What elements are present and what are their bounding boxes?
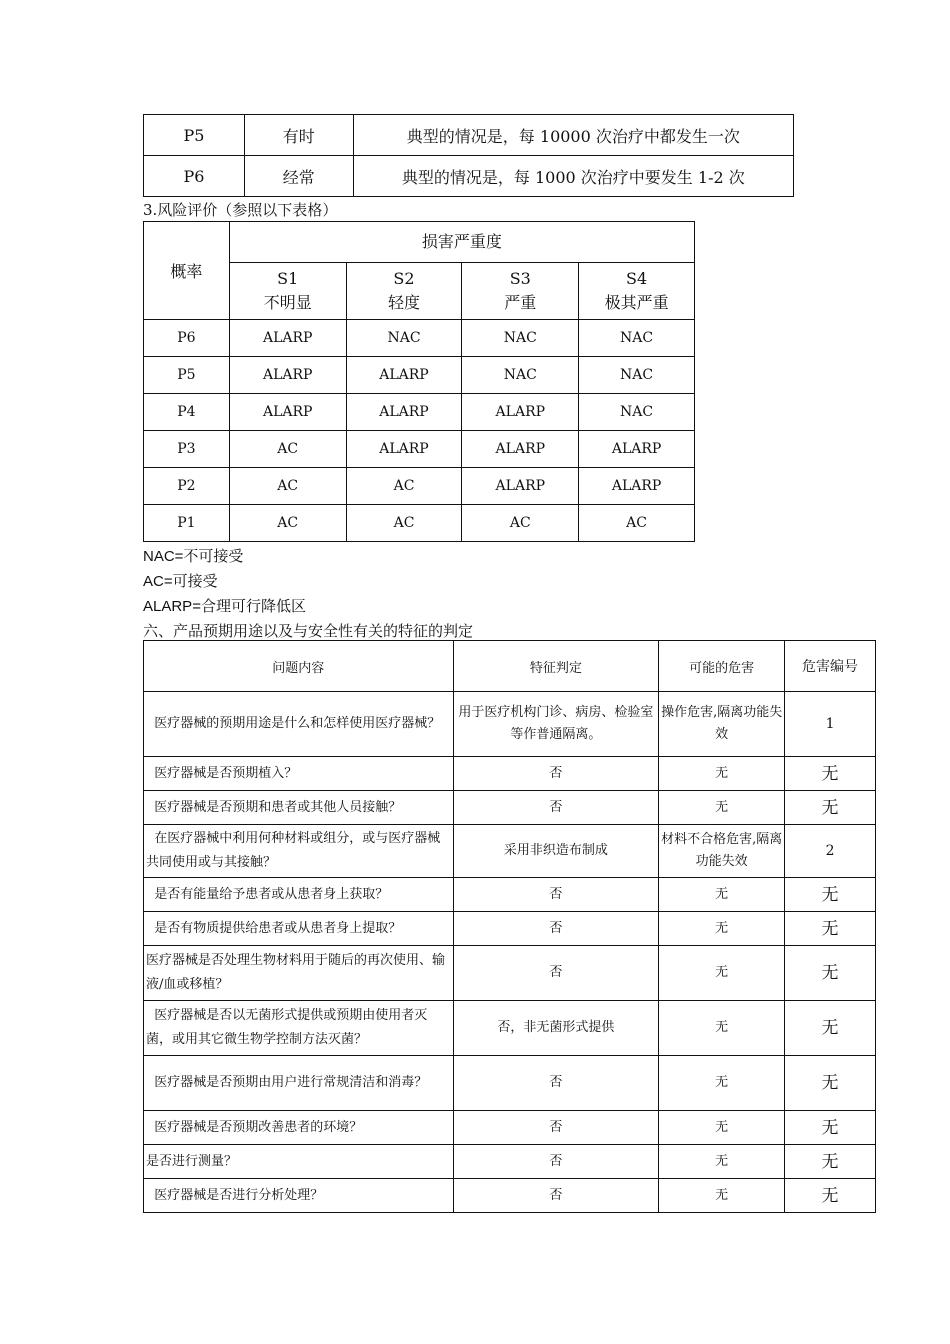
severity-level-cell <box>579 263 695 320</box>
table-row <box>144 825 876 878</box>
question-cell <box>144 791 454 825</box>
severity-header: 损害严重度 <box>229 222 694 263</box>
hazard-cell: 无 <box>659 1056 785 1111</box>
table-row <box>144 1001 876 1056</box>
hazard-number-cell: 无 <box>785 1056 876 1111</box>
hazard-cell: 操作危害,隔离功能失效 <box>659 692 785 757</box>
probability-cell: P5 <box>144 357 230 394</box>
hazard-cell: 无 <box>659 1111 785 1145</box>
question-text: 医疗器械是否进行分析处理？ <box>154 1187 324 1203</box>
table-row <box>144 115 794 156</box>
characteristics-table <box>143 640 876 1213</box>
risk-cell: ALARP <box>229 394 346 431</box>
hazard-number-cell: 无 <box>785 791 876 825</box>
table-row <box>144 791 876 825</box>
question-cell <box>144 1001 454 1056</box>
risk-cell: NAC <box>579 320 695 357</box>
prob-term: 经常 <box>244 156 353 197</box>
prob-level: P6 <box>144 156 245 197</box>
question-text: 医疗器械是否预期改善患者的环境？ <box>154 1119 363 1135</box>
risk-cell: ALARP <box>346 394 462 431</box>
question-cell <box>144 825 454 878</box>
table-row <box>144 156 794 197</box>
risk-cell: NAC <box>579 357 695 394</box>
question-text: 在医疗器械中利用何种材料或组分，或与医疗器械共同使用或与其接触？ <box>146 831 441 870</box>
table-row <box>144 431 695 468</box>
hazard-number-cell: 无 <box>785 757 876 791</box>
hazard-cell: 无 <box>659 1179 785 1213</box>
table-header-row <box>144 641 876 692</box>
question-text: 是否进行测量？ <box>146 1153 238 1169</box>
hazard-cell: 无 <box>659 1145 785 1179</box>
probability-level-table <box>143 114 794 197</box>
characteristic-cell: 否 <box>453 912 659 946</box>
question-cell <box>144 1179 454 1213</box>
risk-cell: ALARP <box>462 468 579 505</box>
hazard-number-cell: 无 <box>785 1111 876 1145</box>
question-cell <box>144 692 454 757</box>
severity-name: 严重 <box>504 293 537 312</box>
hazard-number-cell: 无 <box>785 1001 876 1056</box>
legend-nac: NAC=不可接受 <box>143 548 244 565</box>
risk-cell: AC <box>229 505 346 542</box>
severity-name: 轻度 <box>387 293 420 312</box>
question-text: 医疗器械是否处理生物材料用于随后的再次使用、输液/血或移植？ <box>146 953 446 992</box>
characteristic-cell: 否 <box>453 1145 659 1179</box>
risk-eval-heading: 3.风险评价（参照以下表格） <box>143 201 338 219</box>
risk-cell: ALARP <box>229 357 346 394</box>
question-cell <box>144 1145 454 1179</box>
question-cell <box>144 757 454 791</box>
hazard-cell: 无 <box>659 946 785 1001</box>
severity-code: S4 <box>626 269 648 288</box>
hazard-cell: 无 <box>659 757 785 791</box>
probability-cell: P6 <box>144 320 230 357</box>
characteristic-cell: 否 <box>453 757 659 791</box>
severity-name: 不明显 <box>263 293 312 312</box>
characteristic-cell: 否 <box>453 1056 659 1111</box>
header-hazard-number: 危害编号 <box>785 641 876 692</box>
risk-cell: ALARP <box>346 357 462 394</box>
table-row <box>144 878 876 912</box>
probability-cell: P2 <box>144 468 230 505</box>
characteristic-cell: 否，非无菌形式提供 <box>453 1001 659 1056</box>
table-row <box>144 1145 876 1179</box>
risk-cell: AC <box>229 431 346 468</box>
risk-cell: ALARP <box>579 431 695 468</box>
hazard-number-cell: 2 <box>785 825 876 878</box>
risk-matrix-table <box>143 221 695 542</box>
hazard-number-cell: 无 <box>785 1145 876 1179</box>
question-cell <box>144 1111 454 1145</box>
severity-code: S2 <box>393 269 415 288</box>
table-row <box>144 1111 876 1145</box>
severity-code: S1 <box>277 269 299 288</box>
question-cell <box>144 912 454 946</box>
hazard-number-cell: 1 <box>785 692 876 757</box>
table-row <box>144 468 695 505</box>
hazard-cell: 无 <box>659 791 785 825</box>
risk-cell: NAC <box>579 394 695 431</box>
question-text: 医疗器械是否预期植入？ <box>154 765 298 781</box>
prob-term: 有时 <box>244 115 353 156</box>
risk-cell: ALARP <box>462 431 579 468</box>
header-characteristic: 特征判定 <box>453 641 659 692</box>
table-row <box>144 1056 876 1111</box>
characteristic-cell: 否 <box>453 946 659 1001</box>
risk-cell: AC <box>346 468 462 505</box>
hazard-cell: 无 <box>659 912 785 946</box>
characteristic-cell: 否 <box>453 878 659 912</box>
table-row <box>144 912 876 946</box>
severity-level-cell <box>462 263 579 320</box>
table-row <box>144 357 695 394</box>
severity-level-cell <box>229 263 346 320</box>
table-row <box>144 320 695 357</box>
risk-cell: ALARP <box>462 394 579 431</box>
risk-cell: AC <box>346 505 462 542</box>
risk-cell: AC <box>229 468 346 505</box>
probability-cell: P3 <box>144 431 230 468</box>
risk-cell: AC <box>462 505 579 542</box>
characteristic-cell: 否 <box>453 791 659 825</box>
table-row <box>144 1179 876 1213</box>
prob-description: 典型的情况是，每 1000 次治疗中要发生 1-2 次 <box>353 156 793 197</box>
table-row <box>144 505 695 542</box>
risk-cell: ALARP <box>346 431 462 468</box>
hazard-number-cell: 无 <box>785 946 876 1001</box>
severity-code: S3 <box>509 269 531 288</box>
risk-cell: ALARP <box>229 320 346 357</box>
hazard-number-cell: 无 <box>785 1179 876 1213</box>
question-text: 是否有能量给予患者或从患者身上获取？ <box>154 886 389 902</box>
hazard-cell: 无 <box>659 878 785 912</box>
table-row <box>144 692 876 757</box>
risk-cell: NAC <box>346 320 462 357</box>
header-question: 问题内容 <box>144 641 454 692</box>
characteristic-cell: 否 <box>453 1111 659 1145</box>
header-hazard: 可能的危害 <box>659 641 785 692</box>
risk-cell: ALARP <box>579 468 695 505</box>
question-text: 医疗器械的预期用途是什么和怎样使用医疗器械？ <box>154 716 441 731</box>
legend-ac: AC=可接受 <box>143 573 218 590</box>
probability-header: 概率 <box>144 222 230 320</box>
risk-cell: AC <box>579 505 695 542</box>
probability-cell: P4 <box>144 394 230 431</box>
hazard-number-cell: 无 <box>785 878 876 912</box>
question-text: 医疗器械是否预期由用户进行常规清洁和消毒？ <box>154 1075 428 1090</box>
legend-alarp: ALARP=合理可行降低区 <box>143 598 306 615</box>
question-text: 医疗器械是否以无菌形式提供或预期由使用者灭菌，或用其它微生物学控制方法灭菌？ <box>146 1008 428 1047</box>
question-cell <box>144 1056 454 1111</box>
question-cell <box>144 878 454 912</box>
hazard-number-cell: 无 <box>785 912 876 946</box>
hazard-cell: 无 <box>659 1001 785 1056</box>
question-cell <box>144 946 454 1001</box>
prob-level: P5 <box>144 115 245 156</box>
hazard-cell: 材料不合格危害,隔离功能失效 <box>659 825 785 878</box>
characteristic-cell: 采用非织造布制成 <box>453 825 659 878</box>
table-row <box>144 757 876 791</box>
severity-level-cell <box>346 263 462 320</box>
question-text: 是否有物质提供给患者或从患者身上提取？ <box>154 920 402 936</box>
section6-heading: 六、产品预期用途以及与安全性有关的特征的判定 <box>143 622 474 640</box>
severity-name: 极其严重 <box>604 293 669 312</box>
risk-cell: NAC <box>462 320 579 357</box>
question-text: 医疗器械是否预期和患者或其他人员接触？ <box>154 799 402 815</box>
prob-description: 典型的情况是，每 10000 次治疗中都发生一次 <box>353 115 793 156</box>
risk-cell: NAC <box>462 357 579 394</box>
characteristic-cell: 用于医疗机构门诊、病房、检验室等作普通隔离。 <box>453 692 659 757</box>
table-row <box>144 946 876 1001</box>
characteristic-cell: 否 <box>453 1179 659 1213</box>
probability-cell: P1 <box>144 505 230 542</box>
table-header-row <box>144 222 695 263</box>
table-row <box>144 394 695 431</box>
